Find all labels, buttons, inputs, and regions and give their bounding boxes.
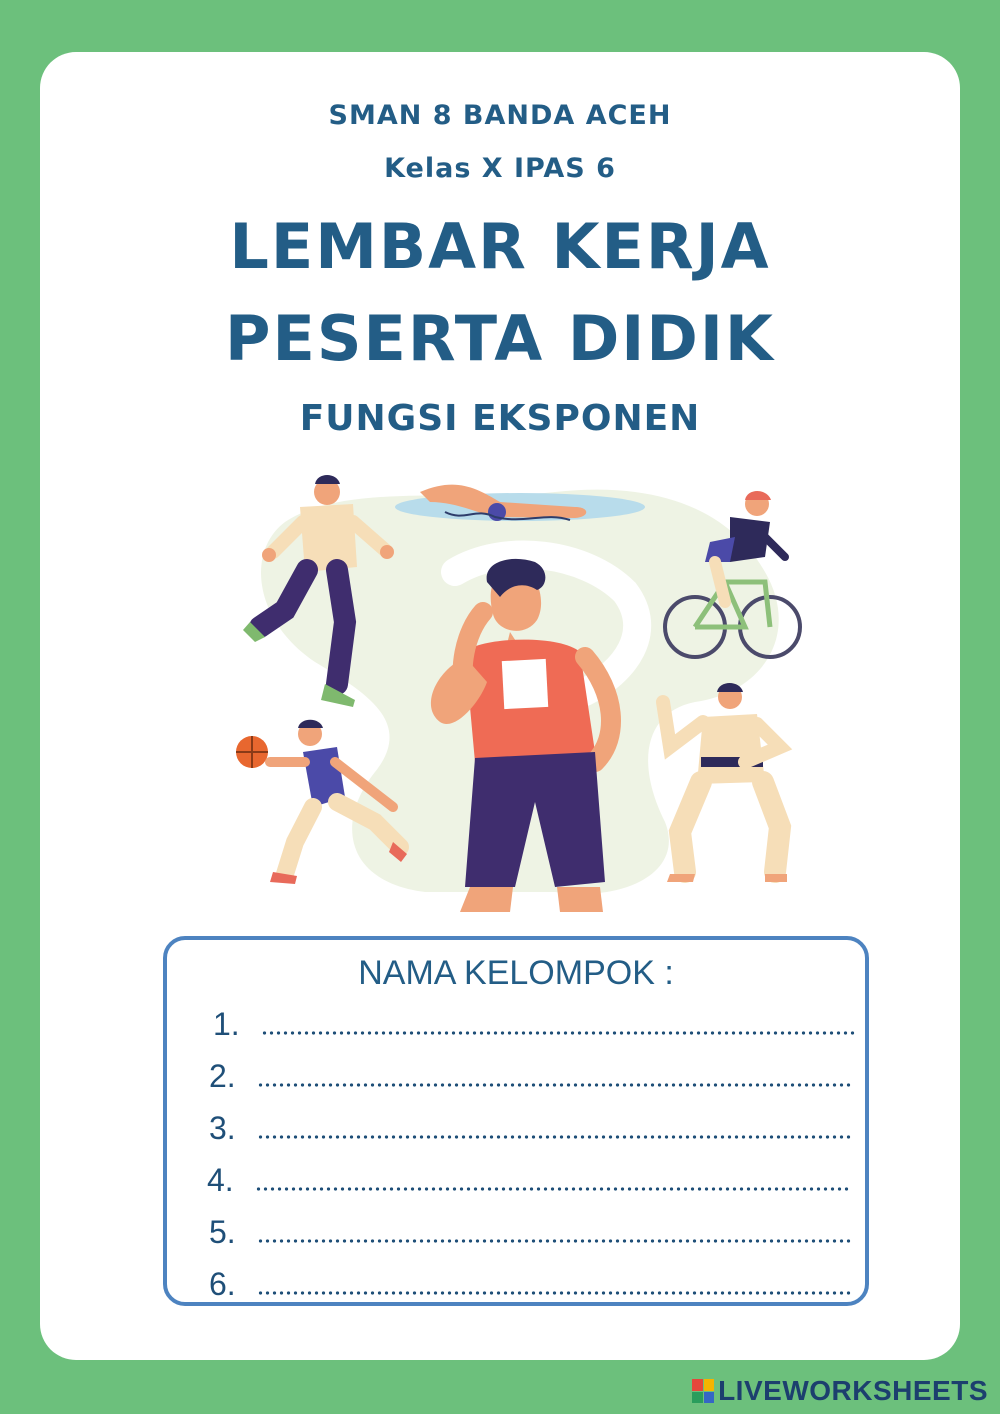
name-dotted-line[interactable]	[255, 1187, 850, 1191]
name-number: 3.	[209, 1109, 236, 1146]
liveworksheets-logo-icon	[692, 1379, 714, 1403]
brand-name: LIVEWORKSHEETS	[718, 1375, 988, 1406]
name-number: 4.	[207, 1161, 234, 1198]
class-label: Kelas X IPAS 6	[384, 153, 616, 184]
name-number: 1.	[213, 1005, 240, 1042]
name-dotted-line[interactable]	[257, 1291, 852, 1295]
title-line-1: LEMBAR KERJA	[229, 210, 771, 283]
name-entry-1[interactable]	[213, 1004, 856, 1044]
name-dotted-line[interactable]	[257, 1083, 852, 1087]
name-entry-2[interactable]	[209, 1056, 852, 1096]
name-number: 6.	[209, 1265, 236, 1302]
name-entry-6[interactable]	[209, 1264, 852, 1304]
name-number: 2.	[209, 1057, 236, 1094]
martial-artist-icon	[663, 683, 787, 882]
name-entry-3[interactable]	[209, 1108, 852, 1148]
name-entry-5[interactable]	[209, 1212, 852, 1252]
liveworksheets-brand[interactable]	[692, 1374, 988, 1408]
name-entry-4[interactable]	[207, 1160, 850, 1200]
title-line-2: PESERTA DIDIK	[225, 302, 775, 375]
name-dotted-line[interactable]	[257, 1239, 852, 1243]
subject-title: FUNGSI EKSPONEN	[299, 398, 701, 439]
name-number: 5.	[209, 1213, 236, 1250]
name-dotted-line[interactable]	[257, 1135, 852, 1139]
school-name: SMAN 8 BANDA ACEH	[328, 100, 672, 131]
group-names-title: NAMA KELOMPOK :	[358, 954, 674, 992]
name-dotted-line[interactable]	[261, 1031, 856, 1035]
sports-illustration	[225, 462, 810, 912]
